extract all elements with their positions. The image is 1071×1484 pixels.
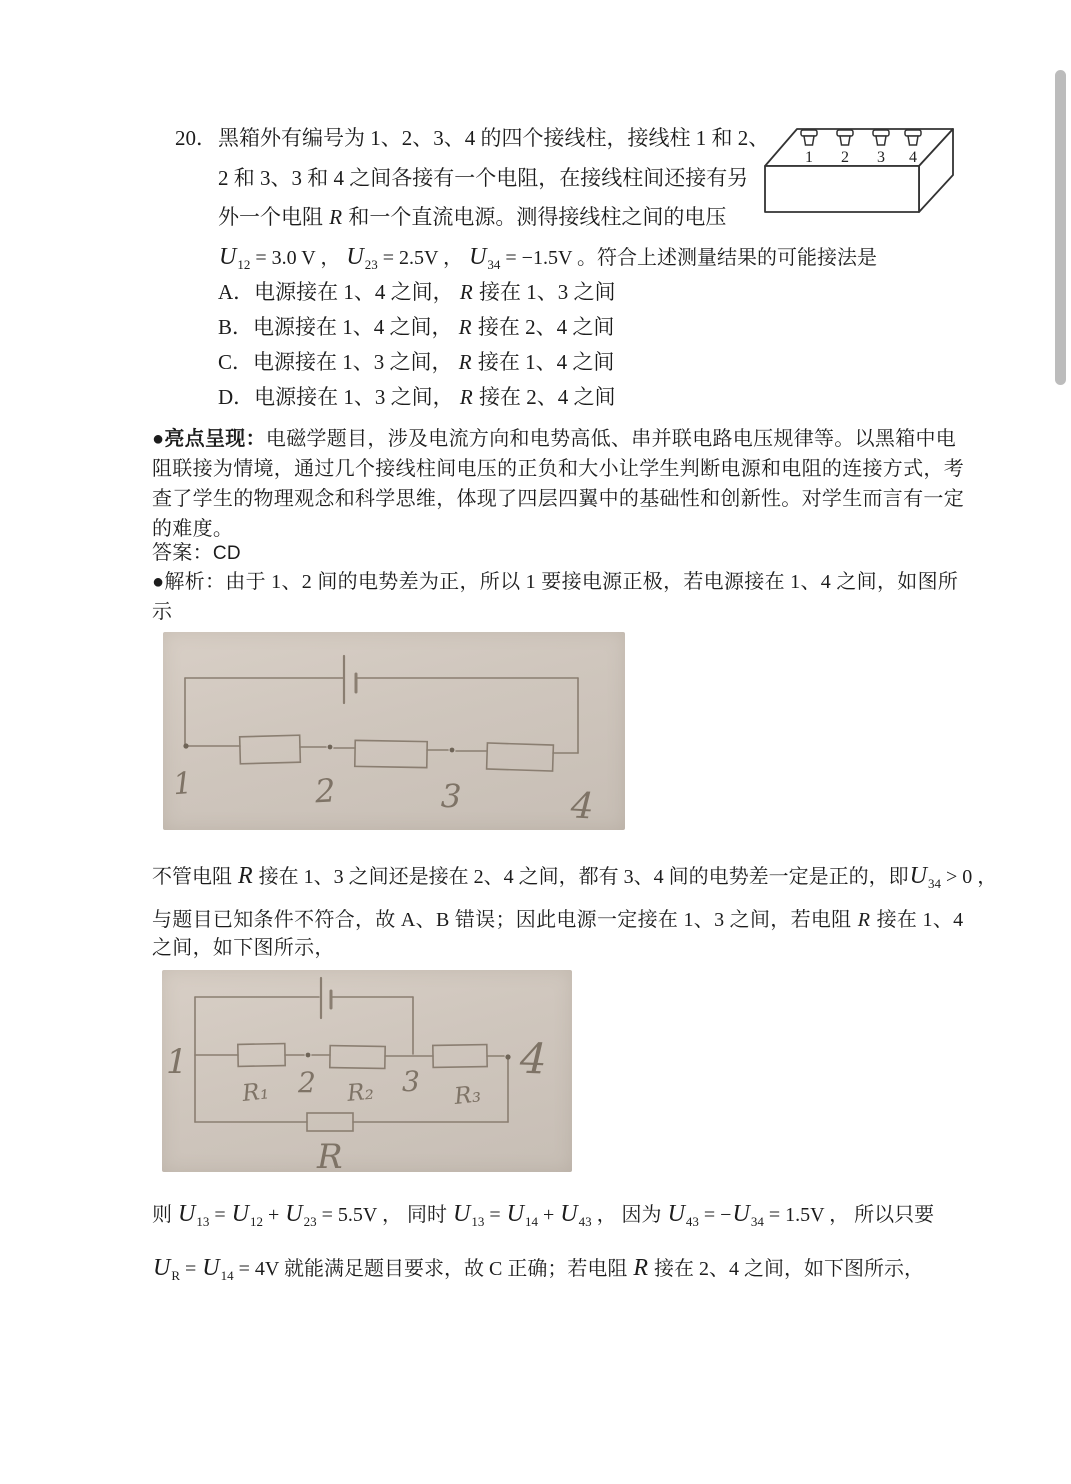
analysis-line-2: 示 bbox=[152, 601, 173, 623]
handwritten-label-4: 4 bbox=[569, 785, 595, 828]
scrollbar-thumb[interactable] bbox=[1055, 70, 1066, 385]
resistor-icon bbox=[487, 743, 554, 771]
node-dot bbox=[450, 748, 455, 753]
answer-line bbox=[152, 541, 241, 566]
answer-label: 答案： bbox=[152, 542, 213, 564]
handwritten-label-4: 4 bbox=[519, 1033, 548, 1084]
highlight-line-1 bbox=[152, 427, 956, 451]
option-c: C．电源接在 1、3 之间， R 接在 1、4 之间 bbox=[218, 350, 615, 374]
option-a: A．电源接在 1、4 之间， R 接在 1、3 之间 bbox=[218, 280, 616, 304]
terminal-label-2: 2 bbox=[841, 149, 849, 166]
battery-icon bbox=[321, 978, 331, 1018]
wire bbox=[300, 747, 355, 748]
mid-line-1: 不管电阻 R 接在 1、3 之间还是接在 2、4 之间，都有 3、4 间的电势差一定是正的，即$U_{34} > 0$ ， bbox=[152, 863, 998, 891]
problem-line-2: 2 和 3、3 和 4 之间各接有一个电阻，在接线柱间还接有另 bbox=[218, 166, 749, 190]
mid-line-3: 之间，如下图所示， bbox=[152, 937, 335, 959]
problem-line-3: 外一个电阻 R 和一个直流电源。测得接线柱之间的电压 bbox=[218, 205, 727, 229]
handwritten-label-r1: R₁ bbox=[241, 1078, 271, 1107]
resistor-icon bbox=[238, 1044, 285, 1067]
terminal-label-3: 3 bbox=[877, 149, 885, 166]
highlight-line-4: 的难度。 bbox=[152, 518, 234, 540]
problem-voltage-formula: $U_{12} = 3.0$ V ， $U_{23} = 2.5V$ ， $U_{34} = -1.5V$ 。符合上述测量结果的可能接法是 bbox=[219, 244, 878, 272]
answer-value: CD bbox=[212, 543, 241, 564]
handwritten-label-r2: R₂ bbox=[346, 1078, 375, 1107]
handwritten-label-r3: R₃ bbox=[453, 1081, 483, 1110]
node-dot bbox=[328, 745, 333, 750]
problem-line-1: 黑箱外有编号为 1、2、3、4 的四个接线柱，接线柱 1 和 2、 bbox=[218, 126, 770, 150]
handwritten-label-1: 1 bbox=[166, 1042, 188, 1082]
handwritten-label-2: 2 bbox=[314, 771, 337, 811]
resistor-icon bbox=[433, 1045, 487, 1068]
resistor-icon bbox=[355, 740, 427, 767]
resistor-icon bbox=[330, 1046, 385, 1069]
terminal-label-1: 1 bbox=[805, 149, 813, 166]
handwritten-label-3: 3 bbox=[402, 1065, 420, 1098]
highlight-title: ●亮点呈现： bbox=[152, 428, 266, 450]
node-dot bbox=[505, 1054, 510, 1059]
conclusion-line-1: 则 $U_{13} = U_{12} + U_{23} = 5.5V$ ， 同时 $U_{13} = U_{14} + U_{43}$ ， 因为 $U_{43} = -U_{34} = 1.5V$ ， 所以只要 bbox=[152, 1201, 935, 1229]
resistor-icon bbox=[307, 1113, 353, 1131]
handwritten-label-r: R bbox=[317, 1137, 343, 1172]
circuit-drawing-1 bbox=[163, 632, 625, 830]
wire bbox=[427, 750, 487, 751]
conclusion-line-2: $U_R = U_{14} = 4V$ 就能满足题目要求，故 C 正确；若电阻 R 接在 2、4 之间，如下图所示， bbox=[153, 1255, 925, 1283]
terminal-label-4: 4 bbox=[909, 149, 917, 166]
box-front-face bbox=[765, 166, 919, 212]
handwritten-label-3: 3 bbox=[440, 776, 462, 816]
highlight-line-2: 阻联接为情境，通过几个接线柱间电压的正负和大小让学生判断电源和电阻的连接方式，考 bbox=[152, 458, 964, 480]
battery-icon bbox=[344, 656, 356, 703]
solution-photo-1 bbox=[163, 632, 625, 830]
handwritten-label-2: 2 bbox=[298, 1066, 316, 1099]
highlight-line-3: 查了学生的物理观念和科学思维，体现了四层四翼中的基础性和创新性。对学生而言有一定 bbox=[152, 488, 964, 510]
black-box-diagram bbox=[757, 112, 967, 240]
analysis-line-1: ●解析：由于 1、2 间的电势差为正，所以 1 要接电源正极，若电源接在 1、4 之间，如图所 bbox=[152, 571, 959, 593]
handwritten-label-1: 1 bbox=[171, 765, 194, 803]
mid-line-2: 与题目已知条件不符合，故 A、B 错误；因此电源一定接在 1、3 之间，若电阻 R 接在 1、4 bbox=[152, 909, 964, 931]
highlight-text-1: 电磁学题目，涉及电流方向和电势高低、串并联电路电压规律等。以黑箱中电 bbox=[265, 428, 957, 450]
resistor-icon bbox=[240, 735, 301, 764]
problem-number: 20． bbox=[175, 126, 217, 150]
option-b: B．电源接在 1、4 之间， R 接在 2、4 之间 bbox=[218, 315, 615, 339]
option-d: D．电源接在 1、3 之间， R 接在 2、4 之间 bbox=[218, 385, 616, 409]
node-dot bbox=[183, 743, 188, 748]
solution-photo-2 bbox=[162, 970, 572, 1172]
node-dot bbox=[306, 1053, 311, 1058]
circuit-drawing-2 bbox=[162, 970, 572, 1172]
